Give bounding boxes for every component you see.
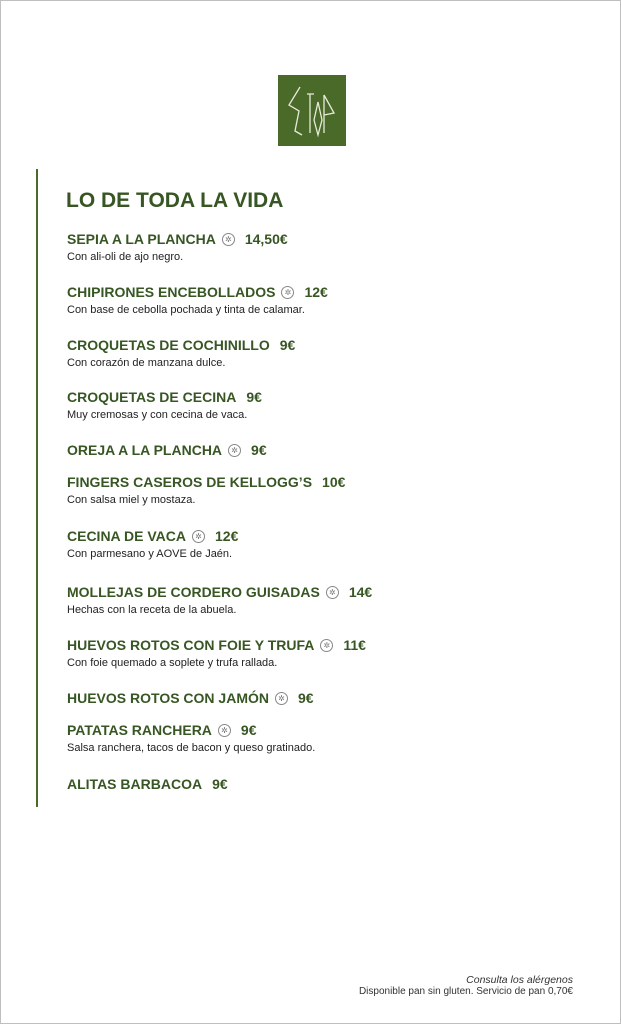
allergen-icon: ✲ bbox=[281, 286, 294, 299]
item-name-row bbox=[67, 389, 262, 405]
item-price: 9€ bbox=[298, 690, 314, 706]
item-name-row bbox=[67, 776, 228, 792]
item-description: Con foie quemado a soplete y trufa rallada. bbox=[67, 657, 278, 669]
allergen-icon: ✲ bbox=[320, 639, 333, 652]
item-price: 9€ bbox=[251, 442, 267, 458]
item-description: Con base de cebolla pochada y tinta de calamar. bbox=[67, 304, 305, 316]
allergens-note: Consulta los alérgenos bbox=[466, 974, 573, 986]
item-description: Con parmesano y AOVE de Jaén. bbox=[67, 548, 233, 560]
allergen-icon: ✲ bbox=[192, 530, 205, 543]
item-name: ALITAS BARBACOA bbox=[67, 776, 203, 792]
item-description: Muy cremosas y con cecina de vaca. bbox=[67, 409, 248, 421]
menu-item bbox=[67, 474, 345, 506]
item-name-row bbox=[67, 442, 267, 458]
item-price: 9€ bbox=[212, 776, 228, 792]
logo bbox=[278, 75, 346, 146]
item-name-row bbox=[67, 474, 345, 490]
item-price: 9€ bbox=[279, 337, 296, 353]
item-price: 9€ bbox=[240, 722, 257, 738]
allergen-icon: ✲ bbox=[275, 692, 288, 705]
menu-item bbox=[67, 776, 228, 792]
menu-item bbox=[67, 337, 295, 369]
item-name: HUEVOS ROTOS CON JAMÓN bbox=[67, 690, 269, 706]
menu-item bbox=[67, 284, 328, 316]
item-name: SEPIA A LA PLANCHA bbox=[67, 231, 216, 247]
item-description: Con salsa miel y mostaza. bbox=[67, 494, 196, 506]
item-name: MOLLEJAS DE CORDERO GUISADAS bbox=[67, 584, 320, 600]
allergen-icon: ✲ bbox=[228, 444, 241, 457]
item-price: 14€ bbox=[348, 584, 373, 600]
item-description: Salsa ranchera, tacos de bacon y queso gratinado. bbox=[67, 742, 316, 754]
allergen-icon: ✲ bbox=[218, 724, 231, 737]
divider bbox=[36, 169, 38, 807]
item-name-row bbox=[67, 690, 314, 706]
item-price: 14,50€ bbox=[244, 231, 288, 247]
menu-item bbox=[67, 690, 314, 706]
item-name-row bbox=[67, 284, 328, 300]
item-name-row bbox=[67, 637, 366, 653]
item-price: 10€ bbox=[322, 474, 346, 490]
allergen-icon: ✲ bbox=[222, 233, 235, 246]
item-price: 11€ bbox=[343, 637, 366, 653]
item-name-row bbox=[67, 231, 288, 247]
menu-item bbox=[67, 528, 238, 560]
item-name: CECINA DE VACA bbox=[67, 528, 187, 544]
item-description: Con ali-oli de ajo negro. bbox=[67, 251, 184, 263]
menu-item bbox=[67, 442, 267, 458]
item-name: CROQUETAS DE CECINA bbox=[67, 389, 237, 405]
menu-item bbox=[67, 231, 288, 263]
item-price: 12€ bbox=[215, 528, 239, 544]
item-price: 9€ bbox=[246, 389, 262, 405]
item-description: Con corazón de manzana dulce. bbox=[67, 357, 226, 369]
item-name-row bbox=[67, 584, 372, 600]
footer bbox=[359, 974, 573, 997]
item-name: PATATAS RANCHERA bbox=[67, 722, 212, 738]
item-name: CROQUETAS DE COCHINILLO bbox=[67, 337, 270, 353]
menu-item bbox=[67, 584, 372, 616]
item-name-row bbox=[67, 528, 238, 544]
item-name-row bbox=[67, 337, 295, 353]
item-name: CHIPIRONES ENCEBOLLADOS bbox=[67, 284, 276, 300]
menu-item bbox=[67, 722, 315, 754]
item-price: 12€ bbox=[304, 284, 328, 300]
item-name: OREJA A LA PLANCHA bbox=[67, 442, 223, 458]
item-name-row bbox=[67, 722, 315, 738]
allergen-icon: ✲ bbox=[326, 586, 339, 599]
menu-item bbox=[67, 389, 262, 421]
item-name: HUEVOS ROTOS CON FOIE Y TRUFA bbox=[67, 637, 315, 653]
menu-item bbox=[67, 637, 366, 669]
section-title: LO DE TODA LA VIDA bbox=[66, 189, 284, 212]
item-name: FINGERS CASEROS DE KELLOGG’S bbox=[67, 474, 313, 490]
item-description: Hechas con la receta de la abuela. bbox=[67, 604, 237, 616]
bread-note: Disponible pan sin gluten. Servicio de pan 0,70€ bbox=[358, 986, 573, 997]
